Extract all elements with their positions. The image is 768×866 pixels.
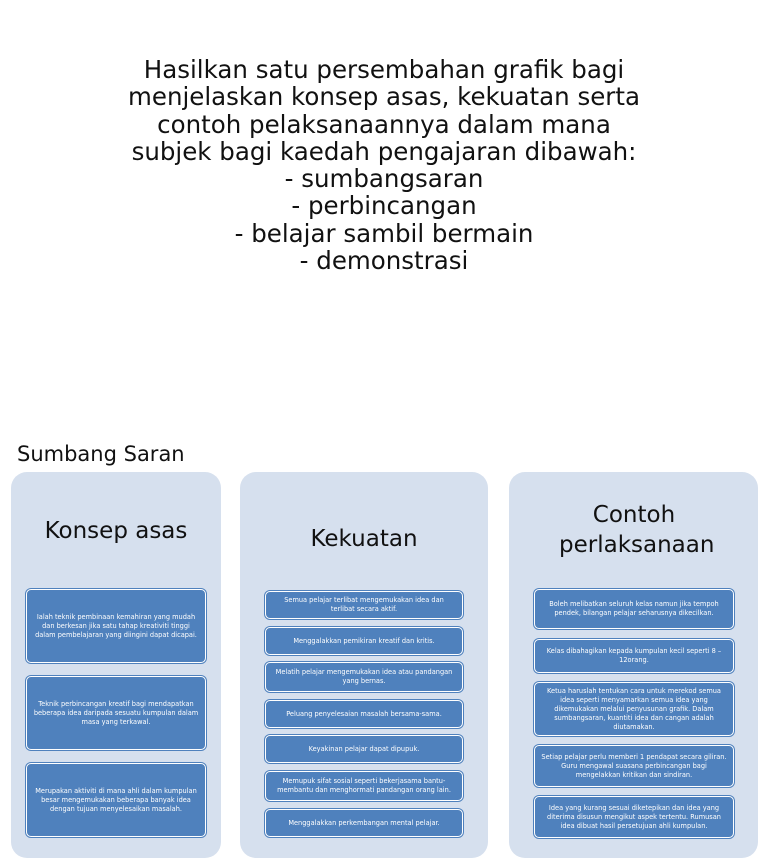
strength-box: Memupuk sifat sosial seperti bekerjasama bantu-membantu dan menghormati pandangan orang lain. — [265, 771, 463, 801]
title-line: menjelaskan konsep asas, kekuatan serta — [128, 82, 640, 112]
title-line: Hasilkan satu persembahan grafik bagi — [143, 55, 625, 84]
strength-box: Semua pelajar terlibat mengemukakan idea dan terlibat secara aktif. — [265, 591, 463, 619]
strength-box: Melatih pelajar mengemukakan idea atau pandangan yang bernas. — [265, 662, 463, 692]
title-line: contoh pelaksanaannya dalam mana — [157, 109, 611, 139]
title-line: - demonstrasi — [299, 246, 469, 276]
strength-box: Keyakinan pelajar dapat dipupuk. — [265, 735, 463, 763]
panel-konsep-asas — [11, 472, 221, 858]
title-line: - belajar sambil bermain — [234, 218, 534, 248]
panel-title-text: Contoh perlaksanaan — [559, 502, 715, 558]
strength-box: Peluang penyelesaian masalah bersama-sama. — [265, 700, 463, 728]
example-box: Boleh melibatkan seluruh kelas namun jika tempoh pendek, bilangan pelajar seharusnya dikecilkan. — [534, 589, 734, 629]
strength-box: Menggalakkan perkembangan mental pelajar. — [265, 809, 463, 837]
example-box: Kelas dibahagikan kepada kumpulan kecil seperti 8 – 12orang. — [534, 639, 734, 673]
example-box: Setiap pelajar perlu memberi 1 pendapat secara giliran. Guru mengawal suasana perbincangan bagi mengelakkan kritikan dan sindiran. — [534, 745, 734, 787]
title-line: subjek bagi kaedah pengajaran dibawah: — [131, 136, 637, 166]
panel-contoh-perlaksanaan — [509, 472, 758, 858]
panel-title: Konsep asas — [44, 518, 188, 544]
strength-box: Menggalakkan pemikiran kreatif dan kritis. — [265, 627, 463, 655]
panel-title: Kekuatan — [310, 526, 418, 552]
example-box: Ketua haruslah tentukan cara untuk merekod semua idea seperti menyamarkan semua idea yang dikemukakan melalui penyusunan grafik. Dalam sumbangsaran, kuantiti idea dan cangan adalah diutamakan. — [534, 682, 734, 736]
panel-title — [559, 500, 715, 560]
concept-box: Teknik perbincangan kreatif bagi mendapatkan beberapa idea daripada sesuatu kumpulan dalam masa yang terkawal. — [26, 676, 206, 750]
section-heading: Sumbang Saran — [17, 442, 185, 466]
title-line: - sumbangsaran — [284, 164, 484, 194]
panel-kekuatan — [240, 472, 488, 858]
page-title — [0, 56, 768, 274]
concept-box: Ialah teknik pembinaan kemahiran yang mudah dan berkesan jika satu tahap kreativiti tinggi dalam pembelajaran yang diingini dapat dicapai. — [26, 589, 206, 663]
concept-box: Merupakan aktiviti di mana ahli dalam kumpulan besar mengemukakan beberapa banyak idea dengan tujuan menyelesaikan masalah. — [26, 763, 206, 837]
example-box: Idea yang kurang sesuai diketepikan dan idea yang diterima disusun mengikut aspek tertentu. Rumusan idea dibuat hasil persetujuan ahli kumpulan. — [534, 796, 734, 838]
title-line: - perbincangan — [291, 191, 477, 221]
